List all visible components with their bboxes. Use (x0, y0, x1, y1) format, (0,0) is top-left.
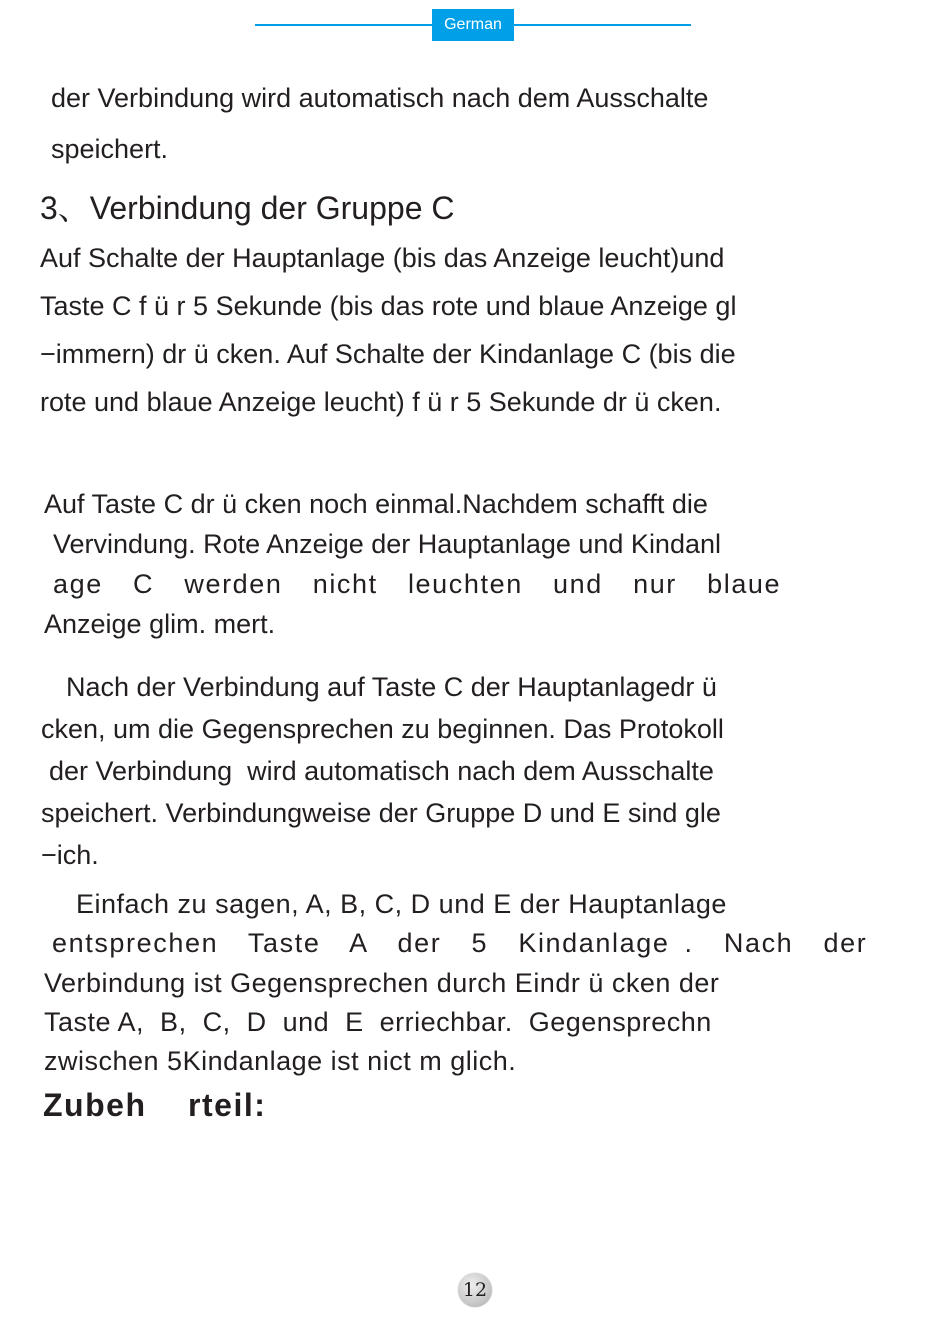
summary-line-1: Einfach zu sagen, A, B, C, D und E der Hauptanlage (76, 889, 727, 919)
talk-line-2: cken, um die Gegensprechen zu beginnen. Das Protokoll (41, 714, 724, 744)
header-rule-right (514, 24, 691, 26)
talk-line-3: der Verbindung wird automatisch nach dem Ausschalte (49, 756, 714, 786)
page-number-badge: 12 (458, 1273, 492, 1307)
section-3-line-3: −immern) dr ü cken. Auf Schalte der Kindanlage C (bis die (40, 339, 736, 369)
continuation-line-1: der Verbindung wird automatisch nach dem Ausschalte (51, 83, 709, 113)
confirm-line-4: Anzeige glim. mert. (44, 609, 276, 639)
talk-line-1: Nach der Verbindung auf Taste C der Hauptanlagedr ü (66, 672, 717, 702)
talk-line-5: −ich. (41, 840, 99, 870)
language-tag: German (432, 9, 514, 41)
confirm-line-2: Vervindung. Rote Anzeige der Hauptanlage und Kindanl (53, 529, 721, 559)
summary-line-2: entsprechen Taste A der 5 Kindanlage . Nach der (52, 928, 868, 958)
summary-line-5: zwischen 5Kindanlage ist nict m glich. (44, 1046, 517, 1076)
summary-line-3: Verbindung ist Gegensprechen durch Eindr ü cken der (44, 968, 720, 998)
accessories-title: Zubeh rteil: (43, 1087, 267, 1123)
language-header (0, 9, 950, 41)
header-rule-left (255, 24, 432, 26)
confirm-line-3: age C werden nicht leuchten und nur blaue (53, 569, 782, 599)
talk-line-4: speichert. Verbindungweise der Gruppe D und E sind gle (41, 798, 721, 828)
section-3-heading: 3、Verbindung der Gruppe C (40, 190, 455, 226)
section-3-line-4: rote und blaue Anzeige leucht) f ü r 5 Sekunde dr ü cken. (40, 387, 722, 417)
summary-line-4: Taste A, B, C, D und E erriechbar. Gegensprechn (44, 1007, 712, 1037)
confirm-line-1: Auf Taste C dr ü cken noch einmal.Nachdem schafft die (44, 489, 708, 519)
section-3-line-2: Taste C f ü r 5 Sekunde (bis das rote und blaue Anzeige gl (40, 291, 737, 321)
continuation-line-2: speichert. (51, 134, 169, 164)
section-3-line-1: Auf Schalte der Hauptanlage (bis das Anzeige leucht)und (40, 243, 725, 273)
